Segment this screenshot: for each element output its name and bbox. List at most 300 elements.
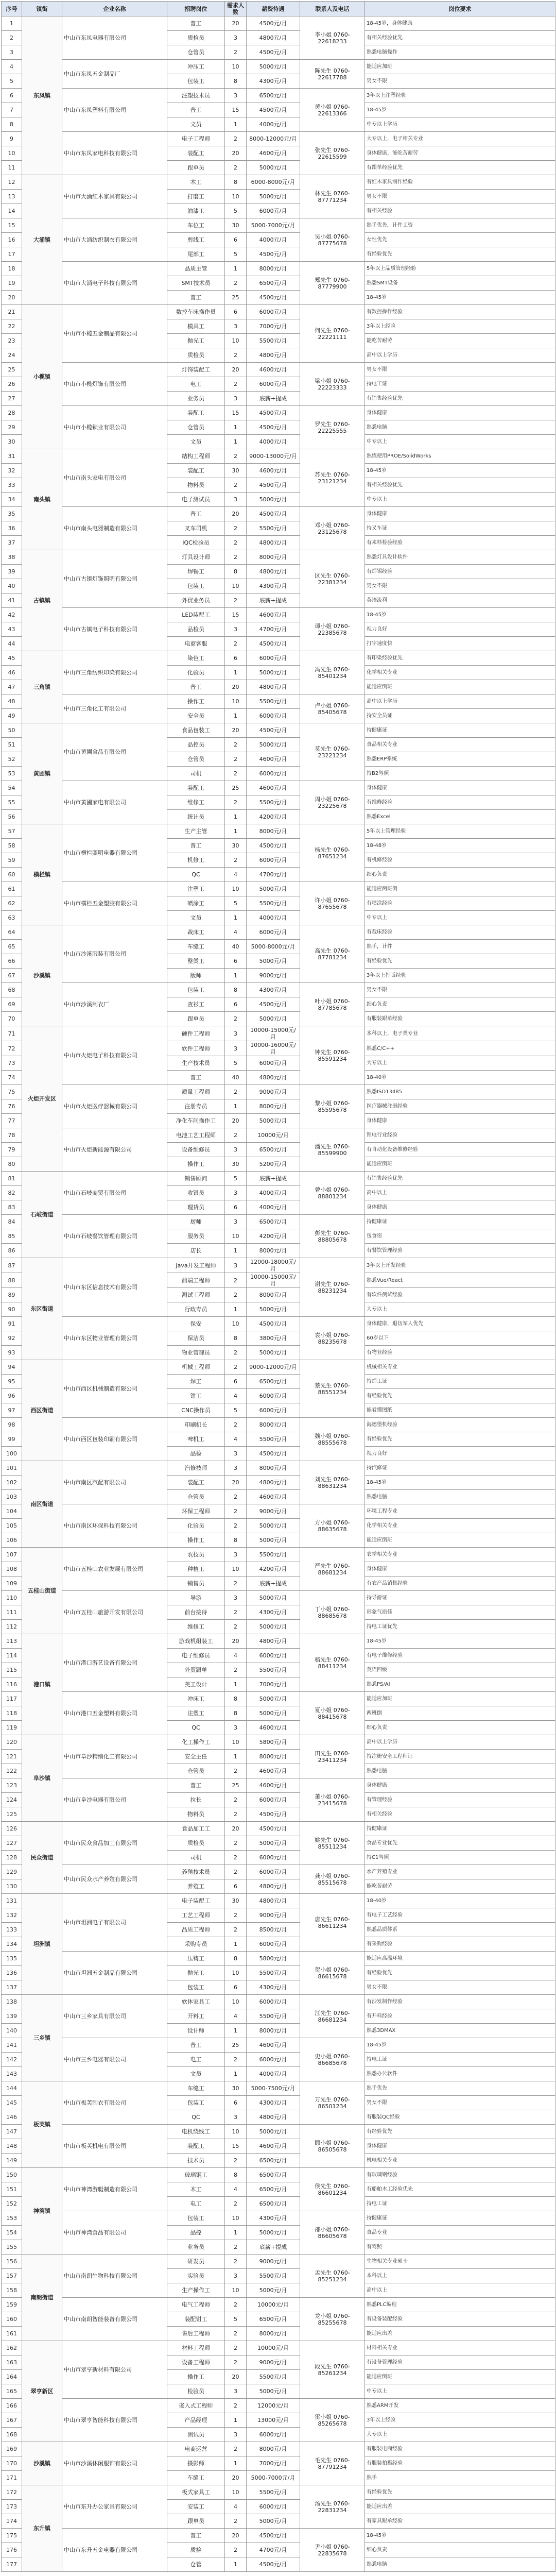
position-cell: 采购专员	[167, 1937, 225, 1952]
position-cell: 普工	[167, 1778, 225, 1793]
recruitment-table	[1, 1, 555, 2572]
remark-cell: 有销售经验优先	[365, 392, 555, 406]
count-cell: 2	[225, 161, 247, 175]
salary-cell: 5000元/月	[247, 60, 300, 74]
contact-cell: 梁小姐 0760-22223333	[300, 363, 365, 406]
count-cell: 2	[225, 45, 247, 60]
company-cell: 中山市黄圃家电有限公司	[62, 781, 167, 824]
row-seq: 17	[2, 247, 22, 262]
count-cell: 1	[225, 2456, 247, 2471]
position-cell: 文员	[167, 117, 225, 132]
salary-cell: 6000元/月	[247, 1865, 300, 1879]
row-seq: 26	[2, 377, 22, 392]
table-row	[2, 1692, 555, 1706]
remark-cell: 大专以上	[365, 2428, 555, 2442]
table-row	[2, 882, 555, 896]
salary-cell: 4600元/月	[247, 363, 300, 377]
count-cell: 10	[225, 60, 247, 74]
count-cell: 5	[225, 896, 247, 911]
remark-cell: 18-45岁	[365, 291, 555, 305]
count-cell: 20	[225, 146, 247, 161]
row-seq: 97	[2, 1403, 22, 1418]
count-cell: 3	[225, 1591, 247, 1605]
row-seq: 27	[2, 392, 22, 406]
count-cell: 2	[225, 853, 247, 868]
salary-cell: 6000-8000元/月	[247, 175, 300, 190]
contact-cell: 丁小姐 0760-88685678	[300, 1591, 365, 1634]
remark-cell: 有红木家具制作经验	[365, 175, 555, 190]
position-cell: 灯具设计师	[167, 550, 225, 565]
table-row	[2, 2298, 555, 2312]
salary-cell: 6000元/月	[247, 305, 300, 319]
count-cell: 3	[225, 1186, 247, 1200]
row-seq: 117	[2, 1692, 22, 1706]
town-cell: 东凤镇	[22, 16, 62, 175]
salary-cell: 8000元/月	[247, 824, 300, 839]
remark-cell: 能适应两班倒	[365, 882, 555, 896]
remark-cell: 有玻璃钢经验	[365, 2168, 555, 2182]
position-cell: 理货员	[167, 1200, 225, 1215]
salary-cell: 12000元/月	[247, 2399, 300, 2413]
position-cell: 车位工	[167, 218, 225, 233]
company-cell: 中山市小榄五金制品有限公司	[62, 305, 167, 363]
row-seq: 131	[2, 1894, 22, 1908]
remark-cell: 能适应高温环境	[365, 1952, 555, 1966]
position-cell: 设备维修员	[167, 1143, 225, 1157]
position-cell: 普工	[167, 839, 225, 853]
row-seq: 4	[2, 60, 22, 74]
contact-cell: 郑先生 0760-87779900	[300, 262, 365, 305]
row-seq: 44	[2, 637, 22, 651]
remark-cell: 持健康证	[365, 1822, 555, 1836]
remark-cell: 持电工证	[365, 2053, 555, 2067]
count-cell: 1	[225, 969, 247, 983]
row-seq: 31	[2, 449, 22, 464]
row-seq: 160	[2, 2312, 22, 2327]
town-cell: 沙溪镇	[22, 925, 62, 1026]
count-cell: 2	[225, 2514, 247, 2529]
position-cell: 电子装配工	[167, 1894, 225, 1908]
count-cell: 4	[225, 1649, 247, 1663]
town-cell: 南区街道	[22, 1461, 62, 1548]
table-row	[2, 824, 555, 839]
row-seq: 162	[2, 2341, 22, 2355]
row-seq: 92	[2, 1331, 22, 1346]
table-row	[2, 608, 555, 622]
row-seq: 48	[2, 694, 22, 709]
count-cell: 3	[225, 2269, 247, 2283]
remark-cell: 有来料检验经验	[365, 536, 555, 550]
salary-cell: 底薪+提成	[247, 594, 300, 608]
position-cell: 嵌入式工程师	[167, 2399, 225, 2413]
salary-cell: 4500元/月	[247, 839, 300, 853]
count-cell: 2	[225, 752, 247, 767]
remark-cell: 身体健康	[365, 1562, 555, 1577]
remark-cell: 熟悉ISO13485	[365, 1085, 555, 1099]
salary-cell: 6000元/月	[247, 651, 300, 666]
count-cell: 5	[225, 2312, 247, 2327]
row-seq: 50	[2, 723, 22, 738]
row-seq: 36	[2, 521, 22, 536]
salary-cell: 4300元/月	[247, 74, 300, 89]
company-cell: 中山市小榄锁业有限公司	[62, 406, 167, 449]
salary-cell: 4600元/月	[247, 1721, 300, 1735]
salary-cell: 4000元/月	[247, 435, 300, 449]
remark-cell: 有设备装配经验	[365, 2312, 555, 2327]
table-row	[2, 1215, 555, 1229]
table-row	[2, 1418, 555, 1432]
company-cell: 中山市南头家电有限公司	[62, 449, 167, 507]
salary-cell: 5500元/月	[247, 795, 300, 810]
salary-cell: 5000元/月	[247, 1620, 300, 1634]
salary-cell: 4600元/月	[247, 752, 300, 767]
count-cell: 2	[225, 1418, 247, 1432]
salary-cell: 5000元/月	[247, 1302, 300, 1317]
position-cell: 普工	[167, 291, 225, 305]
company-cell: 中山市神湾游艇制造有限公司	[62, 2168, 167, 2211]
contact-cell: 罗先生 0760-22225555	[300, 406, 365, 449]
table-row	[2, 2529, 555, 2543]
row-seq: 87	[2, 1258, 22, 1273]
table-row	[2, 2399, 555, 2413]
count-cell: 8	[225, 74, 247, 89]
position-cell: 油漆工	[167, 204, 225, 218]
position-cell: 质量工程师	[167, 1085, 225, 1099]
table-row	[2, 305, 555, 319]
remark-cell: 有服装QC经验	[365, 2110, 555, 2125]
row-seq: 120	[2, 1735, 22, 1750]
row-seq: 53	[2, 767, 22, 781]
company-cell: 中山市阜沙电器有限公司	[62, 1778, 167, 1822]
remark-cell: 有电子工艺经验	[365, 1908, 555, 1923]
contact-cell: 唐先生 0760-86611234	[300, 1894, 365, 1952]
table-row	[2, 781, 555, 795]
contact-cell: 陈先生 0760-22617788	[300, 60, 365, 89]
row-seq: 156	[2, 2255, 22, 2269]
remark-cell: 持焊工证	[365, 1375, 555, 1389]
count-cell: 2	[225, 2298, 247, 2312]
town-cell: 沙溪镇	[22, 2442, 62, 2485]
row-seq: 149	[2, 2154, 22, 2168]
table-row	[2, 2485, 555, 2500]
remark-cell: 持电工证	[365, 377, 555, 392]
position-cell: 仓管员	[167, 1490, 225, 1504]
row-seq: 128	[2, 1851, 22, 1865]
count-cell: 2	[225, 1807, 247, 1822]
table-row	[2, 1085, 555, 1099]
position-cell: 包装工	[167, 2096, 225, 2110]
count-cell: 8	[225, 1952, 247, 1966]
row-seq: 103	[2, 1490, 22, 1504]
position-cell: 前端工程师	[167, 1273, 225, 1288]
position-cell: 电气工程师	[167, 2298, 225, 2312]
count-cell: 10	[225, 1995, 247, 2009]
row-seq: 41	[2, 594, 22, 608]
remark-cell: 本科以上，电子类专业	[365, 1026, 555, 1041]
salary-cell: 8000元/月	[247, 1099, 300, 1114]
count-cell: 3	[225, 2428, 247, 2442]
salary-cell: 5500元/月	[247, 2370, 300, 2384]
remark-cell: 身体健康	[365, 781, 555, 795]
contact-cell: 邓小姐 0760-23125678	[300, 507, 365, 550]
salary-cell: 8000元/月	[247, 1288, 300, 1302]
row-seq: 118	[2, 1706, 22, 1721]
count-cell: 4	[225, 925, 247, 940]
remark-cell: 能适应出差	[365, 2327, 555, 2341]
position-cell: 售后工程师	[167, 2327, 225, 2341]
row-seq: 102	[2, 1476, 22, 1490]
salary-cell: 5000元/月	[247, 882, 300, 896]
count-cell: 8	[225, 565, 247, 579]
row-seq: 146	[2, 2110, 22, 2125]
position-cell: 品控	[167, 2226, 225, 2240]
salary-cell: 3800元/月	[247, 1331, 300, 1346]
remark-cell: 高中以上学历	[365, 1735, 555, 1750]
row-seq: 112	[2, 1620, 22, 1634]
header-position: 招聘岗位	[167, 2, 225, 16]
remark-cell: 有物业经验	[365, 1346, 555, 1360]
salary-cell: 6000元/月	[247, 1389, 300, 1403]
count-cell: 8	[225, 1692, 247, 1706]
count-cell: 2	[225, 536, 247, 550]
salary-cell: 底薪+提成	[247, 392, 300, 406]
salary-cell: 6000元/月	[247, 1995, 300, 2009]
salary-cell: 4300元/月	[247, 2211, 300, 2226]
salary-cell: 4500元/月	[247, 637, 300, 651]
count-cell: 2	[225, 2341, 247, 2355]
remark-cell: 农学相关专业	[365, 1548, 555, 1562]
salary-cell: 4300元/月	[247, 579, 300, 594]
remark-cell: 细心负责	[365, 2543, 555, 2557]
salary-cell: 5000元/月	[247, 1836, 300, 1851]
count-cell: 1	[225, 810, 247, 824]
position-cell: 打磨工	[167, 190, 225, 204]
salary-cell: 5500元/月	[247, 334, 300, 348]
count-cell: 6	[225, 954, 247, 969]
row-seq: 13	[2, 190, 22, 204]
count-cell: 10	[225, 694, 247, 709]
row-seq: 35	[2, 507, 22, 521]
row-seq: 172	[2, 2485, 22, 2500]
row-seq: 40	[2, 579, 22, 594]
row-seq: 11	[2, 161, 22, 175]
remark-cell: 有经验优先	[365, 1966, 555, 1980]
remark-cell: 有维修经验	[365, 795, 555, 810]
contact-cell: 杨先生 0760-87651234	[300, 824, 365, 882]
position-cell: 普工	[167, 507, 225, 521]
salary-cell: 4500元/月	[247, 997, 300, 1012]
salary-cell: 4800元/月	[247, 1879, 300, 1894]
count-cell: 2	[225, 795, 247, 810]
remark-cell: 熟悉电脑操作	[365, 45, 555, 60]
contact-cell: 钟先生 0760-85591234	[300, 1026, 365, 1085]
header-salary: 薪资待遇	[247, 2, 300, 16]
salary-cell: 8000元/月	[247, 262, 300, 276]
count-cell: 3	[225, 2384, 247, 2399]
count-cell: 5	[225, 1403, 247, 1418]
table-row	[2, 1735, 555, 1750]
contact-cell: 彭先生 0760-88805678	[300, 1215, 365, 1258]
count-cell: 1	[225, 911, 247, 925]
position-cell: 跟单员	[167, 2514, 225, 2529]
salary-cell: 8000元/月	[247, 1244, 300, 1258]
row-seq: 25	[2, 363, 22, 377]
remark-cell: 18-45岁，身体健康	[365, 16, 555, 31]
salary-cell: 4500元/月	[247, 507, 300, 521]
count-cell: 1	[225, 1750, 247, 1764]
count-cell: 15	[225, 2139, 247, 2154]
position-cell: 啤机工	[167, 1432, 225, 1447]
position-cell: 安全主任	[167, 1750, 225, 1764]
position-cell: 操作工	[167, 694, 225, 709]
row-seq: 140	[2, 2024, 22, 2038]
contact-cell: 何先生 0760-22221111	[300, 305, 365, 363]
row-seq: 72	[2, 1041, 22, 1056]
salary-cell: 4500元/月	[247, 478, 300, 493]
table-row	[2, 2038, 555, 2053]
position-cell: 软件工程师	[167, 1041, 225, 1056]
row-seq: 88	[2, 1273, 22, 1288]
row-seq: 157	[2, 2269, 22, 2283]
remark-cell: 熟悉灯具设计软件	[365, 550, 555, 565]
salary-cell: 7000元/月	[247, 1677, 300, 1692]
count-cell: 20	[225, 16, 247, 31]
position-cell: 保安	[167, 1317, 225, 1331]
company-cell: 中山市东区物业管理有限公司	[62, 1317, 167, 1360]
remark-cell: 有服装跟单经验	[365, 1012, 555, 1026]
row-seq: 81	[2, 1172, 22, 1186]
count-cell: 6	[225, 1879, 247, 1894]
position-cell: 安装工	[167, 2500, 225, 2514]
salary-cell: 7000元/月	[247, 2456, 300, 2471]
table-row	[2, 1894, 555, 1908]
count-cell: 2	[225, 1288, 247, 1302]
position-cell: 销售员	[167, 1577, 225, 1591]
salary-cell: 6000元/月	[247, 204, 300, 218]
contact-cell: 雷小姐 0760-85265678	[300, 2399, 365, 2442]
salary-cell: 13000元/月	[247, 2413, 300, 2428]
company-cell: 中山市五桂山农业发展有限公司	[62, 1548, 167, 1591]
salary-cell: 8000-12000元/月	[247, 132, 300, 146]
company-cell: 中山市港口游艺设备有限公司	[62, 1634, 167, 1692]
position-cell: 焊工	[167, 1375, 225, 1389]
position-cell: 注塑工	[167, 882, 225, 896]
remark-cell: 有服装拍摄经验	[365, 2456, 555, 2471]
row-seq: 68	[2, 983, 22, 997]
town-cell: 港口镇	[22, 1634, 62, 1735]
remark-cell: 有相关经验	[365, 1807, 555, 1822]
contact-cell: 姚先生 0760-85511234	[300, 1822, 365, 1865]
position-cell: 生产操作工	[167, 2283, 225, 2298]
salary-cell: 4000元/月	[247, 233, 300, 247]
count-cell: 20	[225, 680, 247, 694]
contact-cell: 孟先生 0760-85251234	[300, 2255, 365, 2298]
salary-cell: 6000元/月	[247, 853, 300, 868]
row-seq: 167	[2, 2413, 22, 2428]
company-cell: 中山市坦洲电子有限公司	[62, 1894, 167, 1952]
salary-cell: 5000元/月	[247, 2283, 300, 2298]
row-seq: 16	[2, 233, 22, 247]
row-seq: 91	[2, 1317, 22, 1331]
salary-cell: 6500元/月	[247, 2182, 300, 2197]
company-cell: 中山市三角纺织印染有限公司	[62, 651, 167, 694]
position-cell: 设备工程师	[167, 2355, 225, 2370]
position-cell: 机修工	[167, 853, 225, 868]
salary-cell: 4500元/月	[247, 406, 300, 420]
position-cell: 操作工	[167, 1157, 225, 1172]
position-cell: 普工	[167, 680, 225, 694]
count-cell: 6	[225, 233, 247, 247]
table-row	[2, 132, 555, 146]
position-cell: 普工	[167, 103, 225, 117]
position-cell: QC	[167, 2110, 225, 2125]
count-cell: 4	[225, 1389, 247, 1403]
remark-cell: 能适应加班	[365, 60, 555, 74]
remark-cell: 18-45岁	[365, 1634, 555, 1649]
remark-cell: 熟悉C/C++	[365, 1041, 555, 1056]
town-cell: 三角镇	[22, 651, 62, 723]
remark-cell: 机械相关专业	[365, 1360, 555, 1375]
row-seq: 3	[2, 45, 22, 60]
count-cell: 4	[225, 868, 247, 882]
position-cell: 保洁员	[167, 1331, 225, 1346]
row-seq: 106	[2, 1533, 22, 1548]
count-cell: 10	[225, 2211, 247, 2226]
company-cell: 中山市神湾食品有限公司	[62, 2211, 167, 2255]
count-cell: 20	[225, 2529, 247, 2543]
row-seq: 175	[2, 2529, 22, 2543]
salary-cell: 5200元/月	[247, 1157, 300, 1172]
remark-cell: 持B2驾照	[365, 767, 555, 781]
count-cell: 2	[225, 767, 247, 781]
count-cell: 10	[225, 2283, 247, 2298]
count-cell: 2	[225, 2543, 247, 2557]
town-cell: 小榄镇	[22, 305, 62, 449]
position-cell: 维修工	[167, 795, 225, 810]
count-cell: 10	[225, 579, 247, 594]
position-cell: 普工	[167, 16, 225, 31]
count-cell: 25	[225, 1778, 247, 1793]
salary-cell: 6000元/月	[247, 1793, 300, 1807]
salary-cell: 5500元/月	[247, 1432, 300, 1447]
salary-cell: 9000元/月	[247, 1504, 300, 1519]
contact-cell: 龙小姐 0760-85255678	[300, 2298, 365, 2341]
remark-cell: 熟悉电脑	[365, 1490, 555, 1504]
position-cell: 司机	[167, 1851, 225, 1865]
row-seq: 64	[2, 925, 22, 940]
row-seq: 76	[2, 1099, 22, 1114]
salary-cell: 8000元/月	[247, 2442, 300, 2456]
position-cell: 设计师	[167, 2024, 225, 2038]
remark-cell: 有自动化设备维修经验	[365, 1143, 555, 1157]
salary-cell: 4700元/月	[247, 868, 300, 882]
salary-cell: 4500元/月	[247, 247, 300, 262]
company-cell: 中山市火炬新能源有限公司	[62, 1128, 167, 1172]
row-seq: 177	[2, 2557, 22, 2572]
row-seq: 54	[2, 781, 22, 795]
salary-cell: 10000元/月	[247, 2298, 300, 2312]
row-seq: 61	[2, 882, 22, 896]
salary-cell: 5000元/月	[247, 954, 300, 969]
count-cell: 10	[225, 1229, 247, 1244]
table-row	[2, 218, 555, 233]
remark-cell: 化学相关专业	[365, 1519, 555, 1533]
salary-cell: 6000元/月	[247, 1056, 300, 1071]
count-cell: 3	[225, 1215, 247, 1229]
row-seq: 33	[2, 478, 22, 493]
position-cell: 焊锡工	[167, 565, 225, 579]
row-seq: 126	[2, 1822, 22, 1836]
